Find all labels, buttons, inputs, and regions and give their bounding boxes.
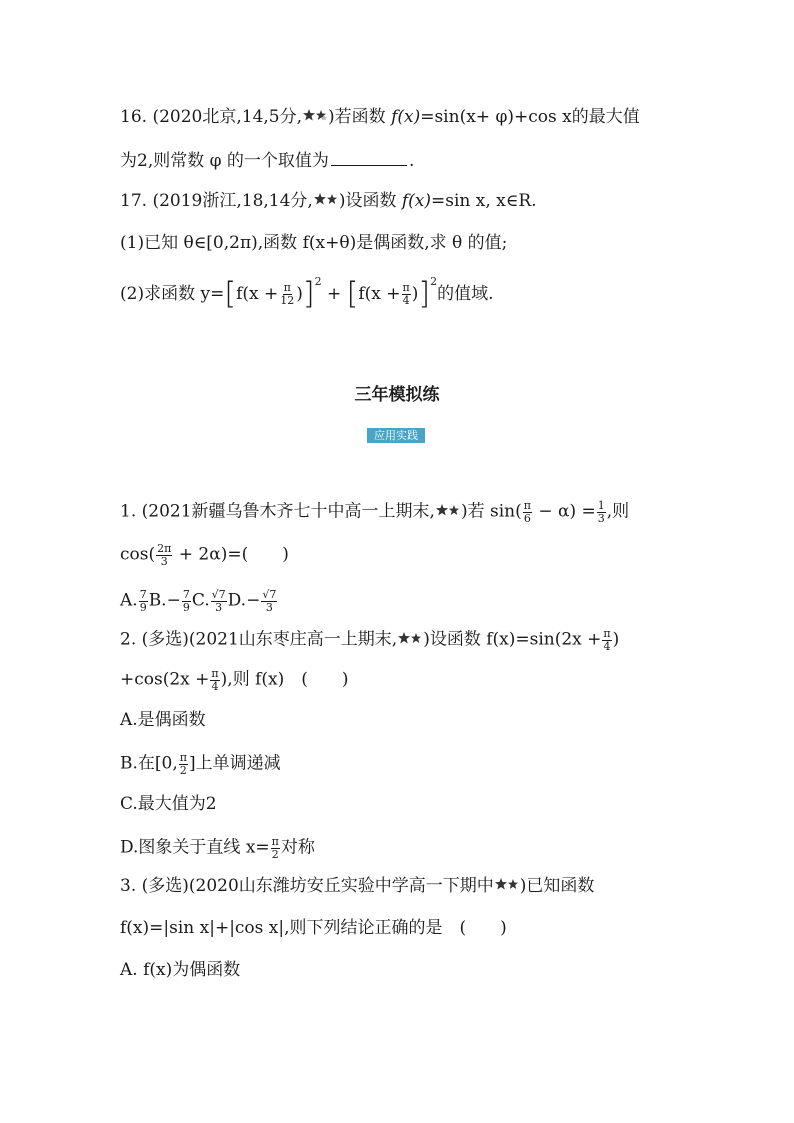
left-bracket: [ [346, 276, 359, 312]
fraction: $\frac{\pi}{2}$ [179, 751, 187, 777]
option-d[interactable] [120, 836, 315, 860]
q16-text-a: )若函数 [328, 107, 386, 127]
p2-line1 [120, 628, 619, 652]
two-star-difficulty-icon [398, 632, 422, 644]
fraction: $\frac{\pi}{4}$ [603, 627, 611, 653]
q16-number: 16. [120, 107, 148, 127]
q17-f2-close: ) [411, 284, 419, 304]
q17-text-a: )设函数 [338, 191, 397, 211]
plus-sign: + [327, 284, 342, 304]
p2-line2 [120, 668, 349, 692]
q17-part2 [120, 276, 494, 310]
fraction: $\frac{\pi}{12}$ [280, 281, 295, 307]
p1-cos: cos( [120, 544, 156, 565]
option-b-tail: ]上单调递减 [188, 753, 281, 774]
q17-f1: f(x + [236, 284, 279, 304]
q16-period: . [408, 151, 415, 171]
q16-source: (2020北京,14,5分, [152, 107, 303, 127]
q17-source: (2019浙江,18,14分, [152, 191, 313, 211]
section-badge: 应用实践 [367, 428, 425, 443]
option-a[interactable]: A. f(x)为偶函数 [120, 960, 241, 980]
option-a[interactable]: A. [120, 590, 138, 611]
p1-line2 [120, 543, 289, 567]
q17-part2-label: (2)求函数 y= [120, 284, 225, 304]
option-c[interactable]: C.最大值为2 [120, 794, 217, 814]
fraction: $\frac{\pi}{4}$ [402, 281, 410, 307]
section-title: 三年模拟练 [354, 385, 440, 405]
p3-text-b: )已知函数 [519, 876, 595, 896]
p1-text-c: − α) = [532, 501, 596, 522]
p1-text-d: ,则 [606, 501, 630, 522]
p1-answer-paren: + 2α)=( ) [173, 544, 289, 565]
p2-cos: +cos(2x + [120, 669, 210, 690]
p2-text-c: ) [612, 629, 620, 650]
option-b-text: B.在[0, [120, 753, 178, 774]
right-bracket: ] [302, 276, 315, 312]
q16-line1 [120, 109, 640, 126]
fraction: $\frac{√7}{3}$ [262, 588, 277, 614]
answer-blank[interactable] [331, 151, 407, 166]
right-bracket: ] [418, 276, 431, 312]
fraction: $\frac{1}{3}$ [597, 499, 605, 525]
two-star-difficulty-icon [436, 504, 460, 516]
exponent: 2 [430, 275, 438, 288]
q17-part2-tail: 的值域. [437, 284, 494, 304]
p3-line2: f(x)=|sin x|+|cos x|,则下列结论正确的是 ( ) [120, 918, 507, 938]
p2-source: 2. (多选)(2021山东枣庄高一上期末, [120, 629, 398, 650]
p1-text-b: )若 sin( [460, 501, 522, 522]
q16-text-b: =sin(x+ φ)+cos x的最大值 [420, 107, 640, 127]
q17-number: 17. [120, 191, 148, 211]
fraction: $\frac{\pi}{6}$ [523, 499, 531, 525]
two-star-difficulty-icon [314, 193, 338, 205]
q17-text-b: =sin x, x∈R. [431, 191, 537, 211]
option-d-text: D.图象关于直线 x= [120, 837, 270, 858]
q17-func: f(x) [401, 191, 432, 211]
p1-line1 [120, 500, 629, 524]
option-d[interactable]: D.− [227, 590, 261, 611]
q17-f1-close: ) [296, 284, 303, 304]
left-bracket: [ [224, 276, 237, 312]
fraction: $\frac{√7}{3}$ [211, 588, 226, 614]
p3-line1 [120, 878, 594, 895]
option-b[interactable] [120, 752, 281, 776]
two-star-difficulty-icon [495, 878, 519, 890]
option-a[interactable]: A.是偶函数 [120, 710, 206, 730]
q17-line1 [120, 193, 537, 210]
option-d-tail: 对称 [280, 837, 315, 858]
p2-text-b: )设函数 f(x)=sin(2x + [423, 629, 602, 650]
q16-line2-text: 为2,则常数 φ 的一个取值为 [120, 151, 329, 171]
fraction: $\frac{7}{9}$ [182, 588, 190, 614]
option-b[interactable]: B.− [148, 590, 181, 611]
p1-options [120, 589, 278, 613]
fraction: $\frac{\pi}{2}$ [271, 835, 279, 861]
q16-func: f(x) [391, 107, 421, 127]
two-star-difficulty-icon [303, 109, 327, 121]
p1-source: 1. (2021新疆乌鲁木齐七十中高一上期末, [120, 501, 435, 522]
fraction: $\frac{\pi}{4}$ [211, 667, 219, 693]
exponent: 2 [314, 275, 322, 288]
p2-answer-paren: ),则 f(x) ( ) [220, 669, 349, 690]
p3-source: 3. (多选)(2020山东潍坊安丘实验中学高一下期中 [120, 876, 494, 896]
q17-f2: f(x + [358, 284, 401, 304]
fraction: $\frac{2\pi}{3}$ [157, 542, 172, 568]
option-c[interactable]: C. [191, 590, 210, 611]
q16-line2 [120, 151, 414, 170]
fraction: $\frac{7}{9}$ [139, 588, 147, 614]
q17-part1: (1)已知 θ∈[0,2π),函数 f(x+θ)是偶函数,求 θ 的值; [120, 233, 508, 253]
